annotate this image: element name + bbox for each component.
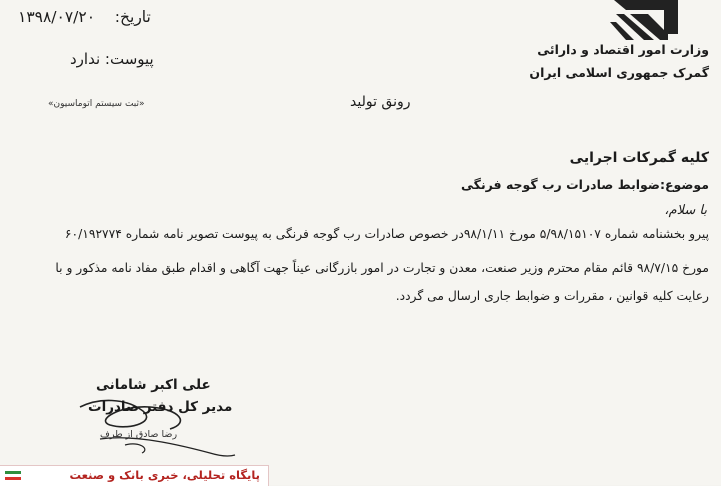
signer-title: مدیر کل دفتر صادرات — [88, 399, 233, 415]
date-label: تاریخ: — [114, 8, 151, 26]
ministry-name: وزارت امور اقتصاد و دارائی — [537, 42, 709, 57]
greeting: با سلام، — [664, 203, 707, 218]
automation-stamp-note: «ثبت سیستم اتوماسیون» — [48, 99, 145, 109]
recipient: کلیه گمرکات اجرایی — [569, 150, 709, 166]
signer-note: رضا صادق از طرف — [100, 429, 178, 440]
attachment-label: پیوست: — [104, 50, 154, 68]
body-line: مورخ ۹۸/۷/۱۵ قائم مقام محترم وزیر صنعت، معدن و تجارت در امور بازرگانی عیناً جهت آگاهی و اقدام طبق مفاد نامه مذکور و با — [55, 261, 709, 275]
iran-flag-icon — [5, 471, 21, 480]
signer-name: علی اکبر شامانی — [96, 377, 211, 393]
customs-logo-icon — [608, 0, 686, 42]
date-value: ۱۳۹۸/۰۷/۲۰ — [18, 8, 96, 26]
letterhead — [529, 38, 709, 84]
subject: موضوع:ضوابط صادرات رب گوجه فرنگی — [461, 177, 709, 192]
organization-name: گمرک جمهوری اسلامی ایران — [529, 65, 709, 80]
watermark-banner — [0, 465, 269, 486]
body-line: پیرو بخشنامه شماره ۵/۹۸/۱۵۱۰۷ مورخ ۹۸/۱/۱۱در خصوص صادرات رب گوجه فرنگی به پیوست تصویر نامه شماره ۶۰/۱۹۲۷۷۴ — [64, 227, 709, 241]
attachment-field — [70, 50, 154, 68]
body-line: رعایت کلیه قوانین ، مقررات و ضوابط جاری ارسال می گردد. — [395, 289, 709, 303]
date-field — [18, 8, 151, 26]
watermark-text: پایگاه تحلیلی، خبری بانک و صنعت — [69, 468, 260, 482]
cc-line: رونق تولید — [350, 94, 411, 110]
attachment-value: ندارد — [70, 50, 101, 68]
